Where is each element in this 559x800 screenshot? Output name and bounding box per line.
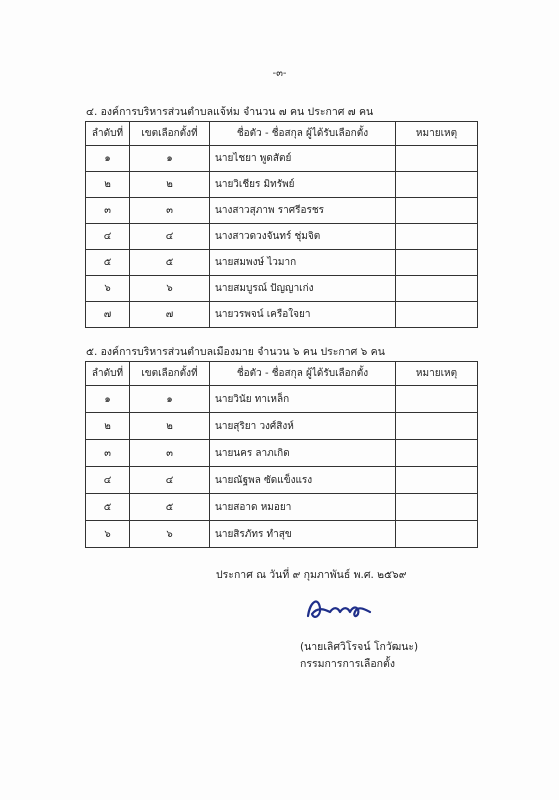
cell-order: ๗: [86, 302, 130, 328]
cell-remark: [396, 198, 478, 224]
cell-remark: [396, 146, 478, 172]
cell-district: ๕: [130, 250, 210, 276]
table-header-row: [86, 362, 478, 386]
cell-order: ๓: [86, 198, 130, 224]
signer-title: กรรมการการเลือกตั้ง: [300, 658, 395, 670]
announcement-date: ประกาศ ณ วันที่ ๙ กุมภาพันธ์ พ.ศ. ๒๕๖๙: [216, 569, 407, 581]
table-row: [86, 172, 478, 198]
cell-name: นายนคร ลาภเกิด: [210, 440, 396, 467]
header-remark: หมายเหตุ: [396, 362, 478, 386]
cell-name: นายสอาด หมอยา: [210, 494, 396, 521]
cell-district: ๑: [130, 386, 210, 413]
cell-district: ๓: [130, 440, 210, 467]
cell-order: ๑: [86, 386, 130, 413]
cell-district: ๒: [130, 413, 210, 440]
table-row: [86, 494, 478, 521]
table-row: [86, 198, 478, 224]
cell-order: ๑: [86, 146, 130, 172]
cell-name: นายสมบูรณ์ ปัญญาเก่ง: [210, 276, 396, 302]
cell-remark: [396, 276, 478, 302]
cell-district: ๔: [130, 467, 210, 494]
cell-order: ๖: [86, 521, 130, 548]
table-header-row: [86, 122, 478, 146]
header-remark: หมายเหตุ: [396, 122, 478, 146]
cell-district: ๔: [130, 224, 210, 250]
cell-remark: [396, 302, 478, 328]
table-row: [86, 413, 478, 440]
cell-district: ๑: [130, 146, 210, 172]
header-order: ลำดับที่: [86, 122, 130, 146]
header-order: ลำดับที่: [86, 362, 130, 386]
cell-remark: [396, 386, 478, 413]
table-row: [86, 250, 478, 276]
cell-remark: [396, 413, 478, 440]
cell-remark: [396, 250, 478, 276]
header-district: เขตเลือกตั้งที่: [130, 362, 210, 386]
section-heading-4: ๔. องค์การบริหารส่วนตำบลแจ้ห่ม จำนวน ๗ คน ประกาศ ๗ คน: [86, 106, 374, 118]
results-table-section-4: [85, 121, 478, 328]
cell-name: นางสาวสุภาพ ราศรีอรชร: [210, 198, 396, 224]
cell-district: ๗: [130, 302, 210, 328]
table-row: [86, 224, 478, 250]
cell-district: ๒: [130, 172, 210, 198]
results-table-section-5: [85, 361, 478, 548]
cell-name: นายวินัย ทาเหล็ก: [210, 386, 396, 413]
cell-order: ๖: [86, 276, 130, 302]
cell-name: นายวรพจน์ เครือใจยา: [210, 302, 396, 328]
section-heading-5: ๕. องค์การบริหารส่วนตำบลเมืองมาย จำนวน ๖ คน ประกาศ ๖ คน: [86, 346, 385, 358]
cell-name: นายวิเชียร มิทรัพย์: [210, 172, 396, 198]
header-name: ชื่อตัว - ชื่อสกุล ผู้ได้รับเลือกตั้ง: [210, 362, 396, 386]
table-row: [86, 467, 478, 494]
cell-order: ๒: [86, 172, 130, 198]
header-district: เขตเลือกตั้งที่: [130, 122, 210, 146]
cell-name: นายณัฐพล ซัดแข็งแรง: [210, 467, 396, 494]
cell-name: นายสมพงษ์ ไวมาก: [210, 250, 396, 276]
cell-remark: [396, 494, 478, 521]
cell-remark: [396, 467, 478, 494]
cell-remark: [396, 172, 478, 198]
table-row: [86, 302, 478, 328]
table-row: [86, 386, 478, 413]
cell-district: ๕: [130, 494, 210, 521]
cell-order: ๕: [86, 250, 130, 276]
table-row: [86, 521, 478, 548]
page-number: -๓-: [272, 68, 287, 79]
cell-order: ๒: [86, 413, 130, 440]
cell-district: ๓: [130, 198, 210, 224]
cell-name: นายสิรภัทร ทำสุข: [210, 521, 396, 548]
cell-name: นายไชยา พูดสัตย์: [210, 146, 396, 172]
signature-image: [300, 588, 390, 628]
cell-order: ๔: [86, 224, 130, 250]
signer-name: (นายเลิศวิโรจน์ โกวัฒนะ): [300, 641, 419, 653]
cell-name: นายสุริยา วงศ์สิงห์: [210, 413, 396, 440]
cell-district: ๖: [130, 276, 210, 302]
cell-name: นางสาวดวงจันทร์ ชุ่มจิต: [210, 224, 396, 250]
cell-district: ๖: [130, 521, 210, 548]
cell-remark: [396, 224, 478, 250]
table-row: [86, 276, 478, 302]
cell-order: ๕: [86, 494, 130, 521]
header-name: ชื่อตัว - ชื่อสกุล ผู้ได้รับเลือกตั้ง: [210, 122, 396, 146]
cell-remark: [396, 440, 478, 467]
table-row: [86, 146, 478, 172]
cell-remark: [396, 521, 478, 548]
table-row: [86, 440, 478, 467]
cell-order: ๓: [86, 440, 130, 467]
cell-order: ๔: [86, 467, 130, 494]
